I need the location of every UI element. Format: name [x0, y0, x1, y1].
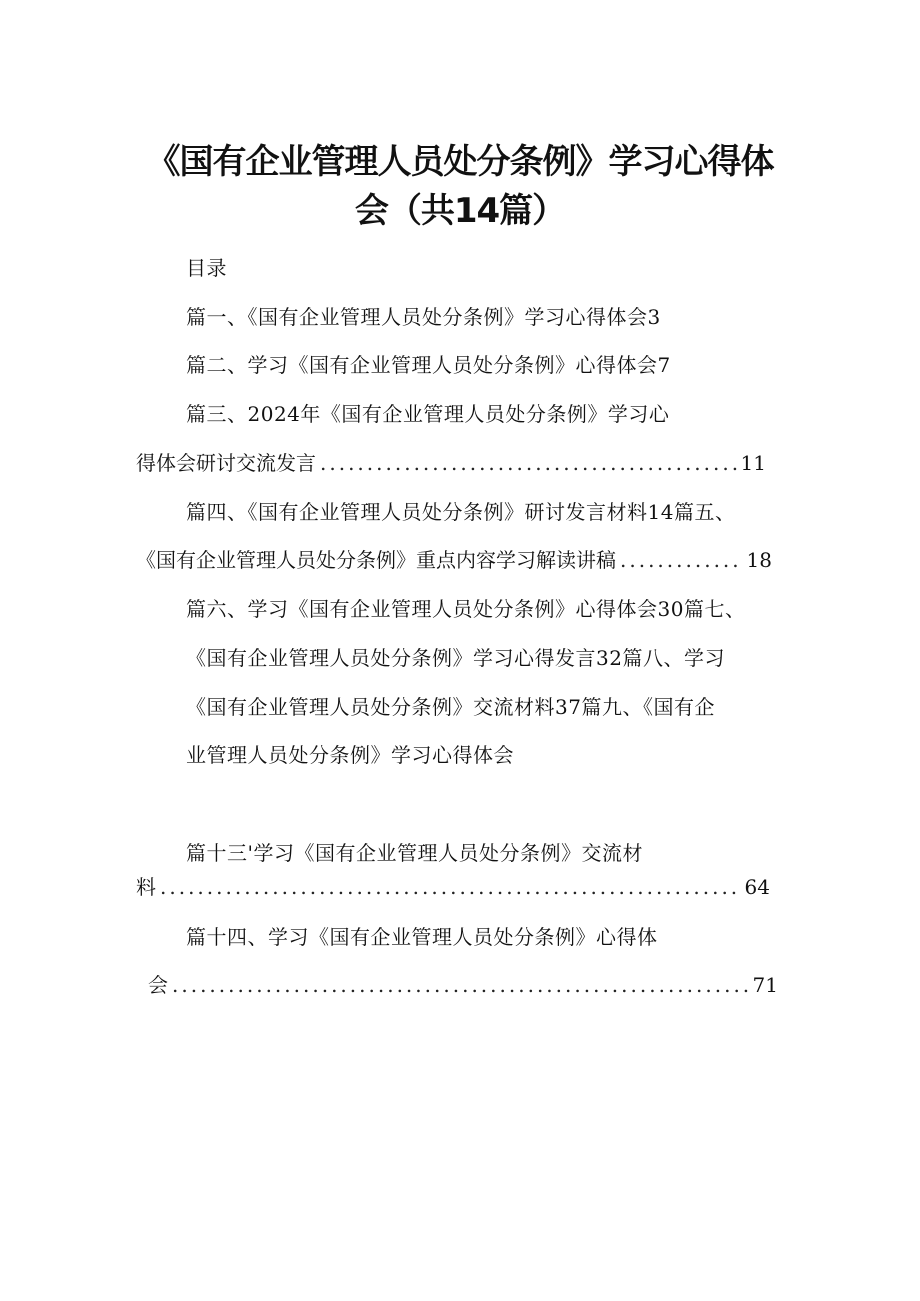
- toc-entry-6-line: 篇六、学习《国有企业管理人员处分条例》心得体会30篇七、: [186, 597, 746, 621]
- toc-entry-5-line: [136, 548, 772, 572]
- toc-entry-3-line-2: [136, 451, 766, 475]
- document-title-line-1: 《国有企业管理人员处分条例》学习心得体: [146, 142, 774, 182]
- toc-dot-leader: [160, 875, 741, 899]
- toc-entry-5-text: 《国有企业管理人员处分条例》重点内容学习解读讲稿: [136, 548, 616, 572]
- toc-entry-3-page: 11: [740, 451, 766, 475]
- toc-entry-13-page: 64: [744, 875, 770, 899]
- toc-entry-9-line: 业管理人员处分条例》学习心得体会: [186, 743, 514, 767]
- toc-entry-5-page: 18: [746, 548, 772, 572]
- toc-entry-2: 篇二、学习《国有企业管理人员处分条例》心得体会7: [186, 353, 671, 377]
- toc-entry-13-text: 料: [136, 875, 156, 899]
- toc-entry-14-line-1: 篇十四、学习《国有企业管理人员处分条例》心得体: [186, 925, 658, 949]
- toc-entry-14-line-2: [148, 973, 778, 997]
- toc-entry-4-line-1: 篇四、《国有企业管理人员处分条例》研讨发言材料14篇五、: [186, 500, 736, 524]
- toc-entry-13-line-2: [136, 875, 770, 899]
- toc-entry-14-text: 会: [148, 973, 168, 997]
- toc-entry-13-line-1: 篇十三'学习《国有企业管理人员处分条例》交流材: [186, 841, 643, 865]
- toc-dot-leader: [172, 973, 749, 997]
- document-title-line-2: 会（共14篇）: [354, 191, 566, 231]
- toc-dot-leader: [620, 548, 743, 572]
- toc-dot-leader: [320, 451, 737, 475]
- toc-entry-7-line: 《国有企业管理人员处分条例》学习心得发言32篇八、学习: [186, 646, 725, 670]
- toc-heading: 目录: [186, 256, 227, 280]
- toc-entry-14-page: 71: [752, 973, 778, 997]
- toc-entry-3-line-1: 篇三、2024年《国有企业管理人员处分条例》学习心: [186, 402, 670, 426]
- toc-entry-8-line: 《国有企业管理人员处分条例》交流材料37篇九、《国有企: [186, 695, 715, 719]
- toc-entry-3-text: 得体会研讨交流发言: [136, 451, 316, 475]
- toc-entry-1: 篇一、《国有企业管理人员处分条例》学习心得体会3: [186, 305, 661, 329]
